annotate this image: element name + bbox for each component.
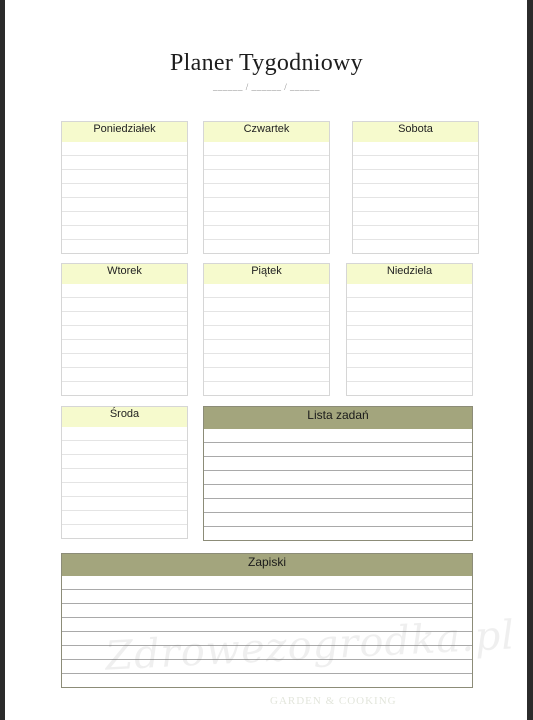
day-box-czwartek[interactable] (203, 121, 330, 254)
watermark-subtitle: GARDEN & COOKING (270, 695, 397, 707)
day-header: Wtorek (62, 264, 187, 284)
day-box-sroda[interactable] (61, 406, 188, 539)
task-lines[interactable] (204, 429, 472, 540)
day-header: Poniedziałek (62, 122, 187, 142)
day-box-poniedzialek[interactable] (61, 121, 188, 254)
page-title: Planer Tygodniowy (170, 50, 363, 76)
day-header: Czwartek (204, 122, 329, 142)
day-header: Sobota (353, 122, 478, 142)
notes-box[interactable] (61, 553, 473, 688)
notes-header: Zapiski (62, 554, 472, 576)
day-box-wtorek[interactable] (61, 263, 188, 396)
day-header: Środa (62, 407, 187, 427)
day-box-sobota[interactable] (352, 121, 479, 254)
writing-lines[interactable] (204, 284, 329, 395)
writing-lines[interactable] (62, 142, 187, 253)
writing-lines[interactable] (353, 142, 478, 253)
day-box-piatek[interactable] (203, 263, 330, 396)
task-list-header: Lista zadań (204, 407, 472, 429)
writing-lines[interactable] (347, 284, 472, 395)
writing-lines[interactable] (62, 284, 187, 395)
notes-lines[interactable] (62, 576, 472, 687)
writing-lines[interactable] (204, 142, 329, 253)
writing-lines[interactable] (62, 427, 187, 538)
task-list-box[interactable] (203, 406, 473, 541)
date-line: ______ / ______ / ______ (212, 82, 320, 92)
day-header: Piątek (204, 264, 329, 284)
day-box-niedziela[interactable] (346, 263, 473, 396)
day-header: Niedziela (347, 264, 472, 284)
